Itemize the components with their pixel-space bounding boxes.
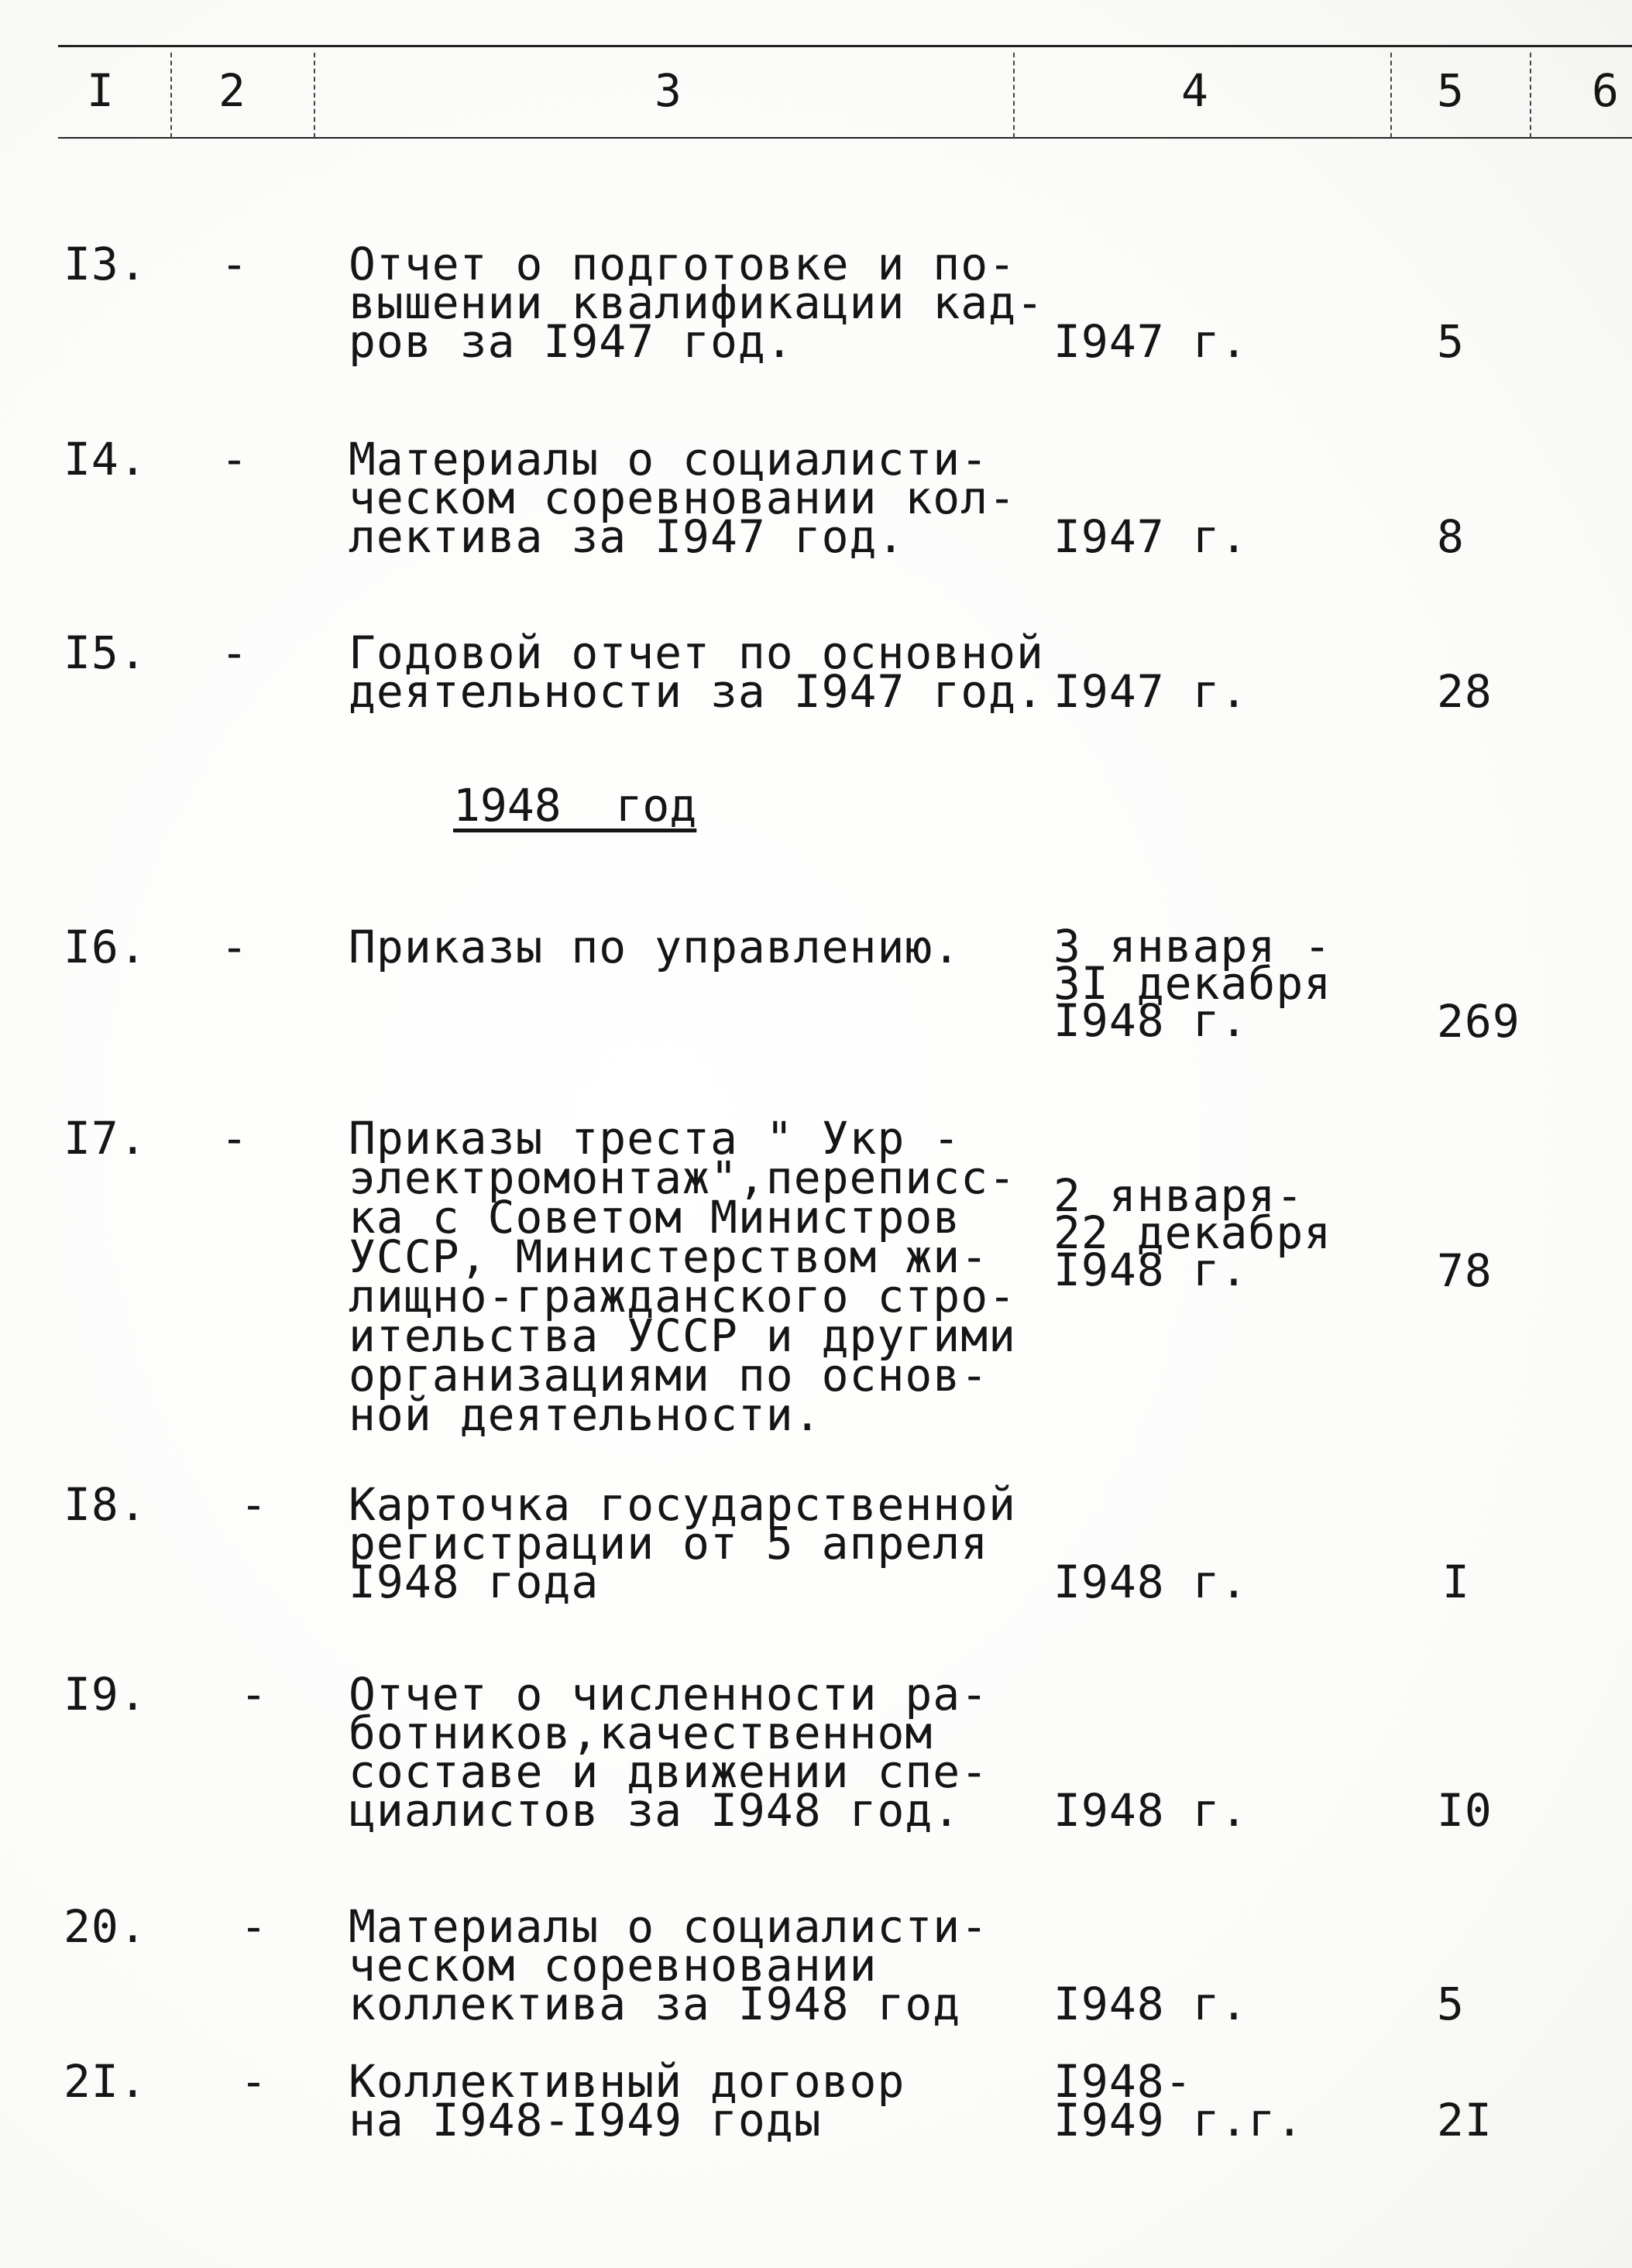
row-col2-dash: - xyxy=(240,1900,268,1953)
row-sheet-count: I xyxy=(1442,1556,1470,1608)
row-col2-dash: - xyxy=(240,1478,268,1531)
row-number: I5. xyxy=(64,626,147,679)
row-date: I948- I949 г.г. xyxy=(1053,2055,1304,2146)
row-number: I4. xyxy=(64,433,147,486)
row-sheet-count: 5 xyxy=(1437,315,1465,368)
row-number: I8. xyxy=(64,1478,147,1531)
row-col2-dash: - xyxy=(221,1112,249,1165)
column-separator xyxy=(314,53,317,138)
row-sheet-count: I0 xyxy=(1437,1784,1493,1837)
row-sheet-count: 28 xyxy=(1437,665,1493,718)
row-sheet-count: 5 xyxy=(1437,1978,1465,2030)
column-header-3: 3 xyxy=(655,64,682,117)
row-description: Годовой отчет по основной деятельности за I947 год. xyxy=(349,626,1044,718)
row-sheet-count: 269 xyxy=(1437,995,1520,1048)
column-header-6: 6 xyxy=(1592,64,1619,117)
row-description: Приказы треста " Укр - электромонтаж",переписс- ка с Советом Министров УССР, Министерством жи- лищно-гражданского стро- ительства УССР и другими организациями по основ- ной деятельности. xyxy=(349,1112,1017,1441)
row-description: Приказы по управлению. xyxy=(349,921,961,973)
row-description: Материалы о социалисти- ческом соревновании коллектива за I948 год xyxy=(349,1900,989,2030)
column-separator xyxy=(1013,53,1016,138)
row-col2-dash: - xyxy=(240,1668,268,1721)
row-description: Отчет о подготовке и по- вышении квалификации кад- ров за I947 год. xyxy=(349,238,1044,368)
column-header-1: I xyxy=(87,64,114,117)
column-header-5: 5 xyxy=(1437,64,1464,117)
row-sheet-count: 78 xyxy=(1437,1244,1493,1297)
year-section-heading: 1948 год xyxy=(453,779,697,832)
row-date: I948 г. xyxy=(1053,1556,1249,1608)
row-description: Материалы о социалисти- ческом соревновании кол- лектива за I947 год. xyxy=(349,433,1017,563)
row-number: I7. xyxy=(64,1112,147,1165)
row-col2-dash: - xyxy=(240,2055,268,2108)
column-header-2: 2 xyxy=(218,64,246,117)
header-bottom-rule xyxy=(58,137,1632,139)
row-date: I947 г. xyxy=(1053,315,1249,368)
row-number: 2I. xyxy=(64,2055,147,2108)
row-col2-dash: - xyxy=(221,921,249,973)
row-number: I6. xyxy=(64,921,147,973)
row-sheet-count: 8 xyxy=(1437,510,1465,563)
row-sheet-count: 2I xyxy=(1437,2094,1493,2146)
row-date: I948 г. xyxy=(1053,1784,1249,1837)
row-col2-dash: - xyxy=(221,626,249,679)
row-col2-dash: - xyxy=(221,433,249,486)
row-date: I947 г. xyxy=(1053,510,1249,563)
column-separator xyxy=(1390,53,1393,138)
column-separator xyxy=(170,53,174,138)
row-col2-dash: - xyxy=(221,238,249,290)
row-date: I947 г. xyxy=(1053,665,1249,718)
row-description: Коллективный договор на I948-I949 годы xyxy=(349,2055,905,2146)
row-number: I9. xyxy=(64,1668,147,1721)
row-number: 20. xyxy=(64,1900,147,1953)
row-description: Карточка государственной регистрации от 5 апреля I948 года xyxy=(349,1478,1017,1608)
row-date: 3 января - 3I декабря I948 г. xyxy=(1053,920,1332,1047)
row-number: I3. xyxy=(64,238,147,290)
column-header-4: 4 xyxy=(1181,64,1208,117)
row-date: 2 января- 22 декабря I948 г. xyxy=(1053,1169,1332,1296)
header-top-rule xyxy=(58,45,1632,47)
row-date: I948 г. xyxy=(1053,1978,1249,2030)
column-separator xyxy=(1530,53,1533,138)
row-description: Отчет о численности ра- ботников,качественном составе и движении спе- циалистов за I948 год. xyxy=(349,1668,989,1837)
